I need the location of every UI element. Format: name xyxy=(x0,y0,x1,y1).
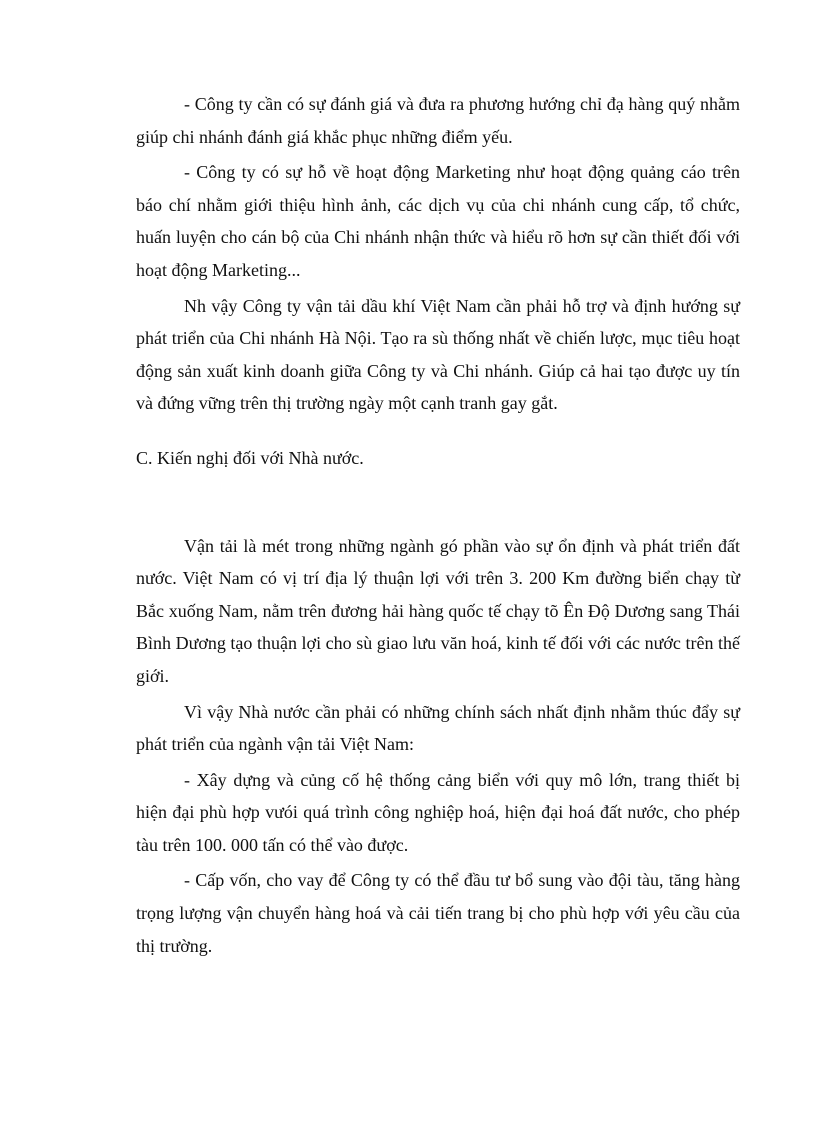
paragraph-company-support: Nh vậy Công ty vận tải dầu khí Việt Nam cần phải hỗ trợ và định hướng sự phát triển của Chi nhánh Hà Nội. Tạo ra sù thống nhất về chiến lược, mục tiêu hoạt động sản xuất kinh doanh giữa Công ty và Chi nhánh. Giúp cả hai tạo được uy tín và đứng vững trên thị trường ngày một cạnh tranh gay gắt. xyxy=(136,295,740,414)
paragraph-company-evaluation: - Công ty cần có sự đánh giá và đưa ra phương hướng chỉ đạ hàng quý nhằm giúp chi nhánh đánh giá khắc phục những điểm yếu. xyxy=(136,94,740,147)
paragraph-ports: - Xây dựng và củng cố hệ thống cảng biển với quy mô lớn, trang thiết bị hiện đại phù hợp vưói quá trình công nghiệp hoá, hiện đại hoá đất nước, cho phép tàu trên 100. 000 tấn có thể vào được. xyxy=(136,769,740,855)
paragraph-capital: - Cấp vốn, cho vay để Công ty có thể đầu tư bổ sung vào đội tàu, tăng hàng trọng lượng vận chuyển hàng hoá và cải tiến trang bị cho phù hợp với yêu cầu của thị trường. xyxy=(136,870,740,956)
section-heading: C. Kiến nghị đối với Nhà nước. xyxy=(136,447,364,468)
document-page xyxy=(136,88,740,962)
paragraph-transport-intro: Vận tải là mét trong những ngành gó phần vào sự ổn định và phát triển đất nước. Việt Nam có vị trí địa lý thuận lợi với trên 3. 200 Km đường biển chạy từ Bắc xuống Nam, nằm trên đương hải hàng quốc tế chạy tõ Ên Độ Dương sang Thái Bình Dương tạo thuận lợi cho sù giao lưu văn hoá, kinh tế đối với các nước trên thế giới. xyxy=(136,535,740,686)
paragraph-state-policy: Vì vậy Nhà nước cần phải có những chính sách nhất định nhằm thúc đẩy sự phát triển của ngành vận tải Việt Nam: xyxy=(136,701,740,755)
paragraph-company-marketing: - Công ty có sự hỗ về hoạt động Marketing như hoạt động quảng cáo trên báo chí nhằm giới thiệu hình ảnh, các dịch vụ của chi nhánh cung cấp, tổ chức, huấn luyện cho cán bộ của Chi nhánh nhận thức và hiểu rõ hơn sự cần thiết đối với hoạt động Marketing... xyxy=(136,162,740,280)
